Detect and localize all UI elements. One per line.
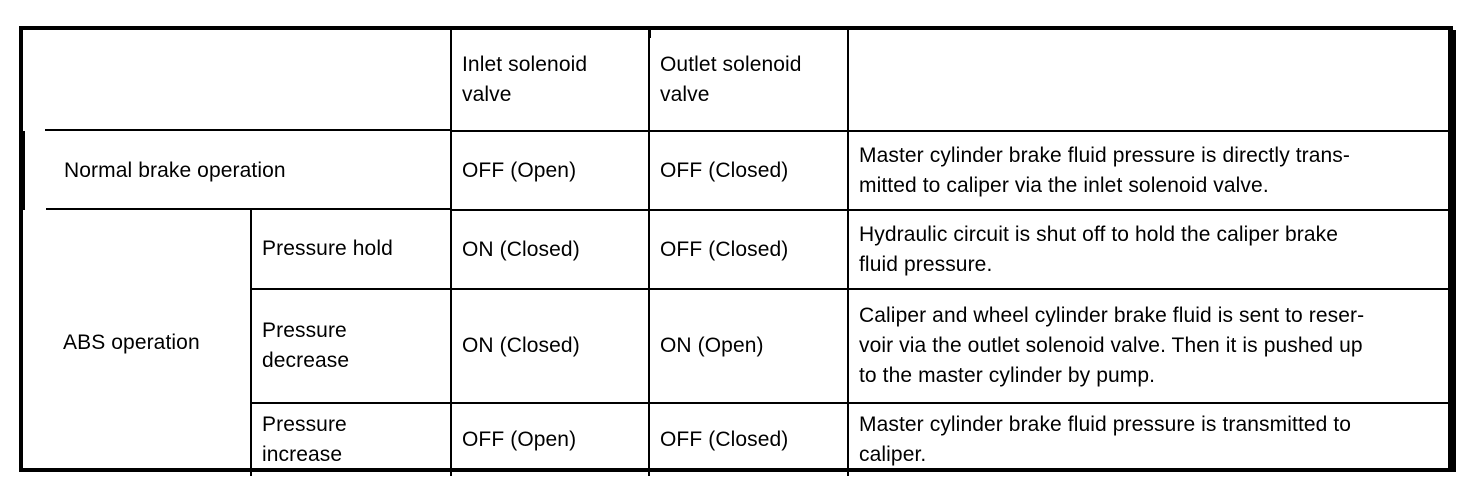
- header-inlet-solenoid-valve: Inlet solenoid valve: [451, 30, 649, 131]
- table-row: [24, 131, 1449, 210]
- outlet-state-cell: ON (Open): [649, 289, 848, 403]
- operation-cell: Normal brake operation: [24, 131, 451, 210]
- mode-cell: Pressure hold: [251, 210, 451, 289]
- header-divider-tick: [649, 30, 651, 38]
- mode-cell: Pressure decrease: [251, 289, 451, 403]
- mode-cell: Pressure increase: [251, 403, 451, 476]
- header-blank-cell: [24, 30, 451, 131]
- table-header-row: [24, 30, 1449, 131]
- description-cell: Caliper and wheel cylinder brake fluid is sent to reser- voir via the outlet solenoid valve. Then it is pushed up to the master cylinder by pump.: [848, 289, 1449, 403]
- table-row: [24, 210, 1449, 289]
- inlet-state-cell: OFF (Open): [451, 131, 649, 210]
- inlet-state-cell: ON (Closed): [451, 210, 649, 289]
- description-cell: Hydraulic circuit is shut off to hold the caliper brake fluid pressure.: [848, 210, 1449, 289]
- header-outlet-solenoid-valve: Outlet solenoid valve: [649, 30, 848, 131]
- inlet-state-cell: ON (Closed): [451, 289, 649, 403]
- inlet-state-cell: OFF (Open): [451, 403, 649, 476]
- abs-operation-cell: ABS operation: [63, 331, 200, 354]
- header-description: [848, 30, 1449, 131]
- description-cell: Master cylinder brake fluid pressure is directly trans- mitted to caliper via the inlet solenoid valve.: [848, 131, 1449, 210]
- outlet-state-cell: OFF (Closed): [649, 210, 848, 289]
- abs-operation-table: [23, 30, 1449, 476]
- description-cell: Master cylinder brake fluid pressure is transmitted to caliper.: [848, 403, 1449, 476]
- frame-right-edge: [1453, 30, 1456, 472]
- outlet-state-cell: OFF (Closed): [649, 403, 848, 476]
- outlet-state-cell: OFF (Closed): [649, 131, 848, 210]
